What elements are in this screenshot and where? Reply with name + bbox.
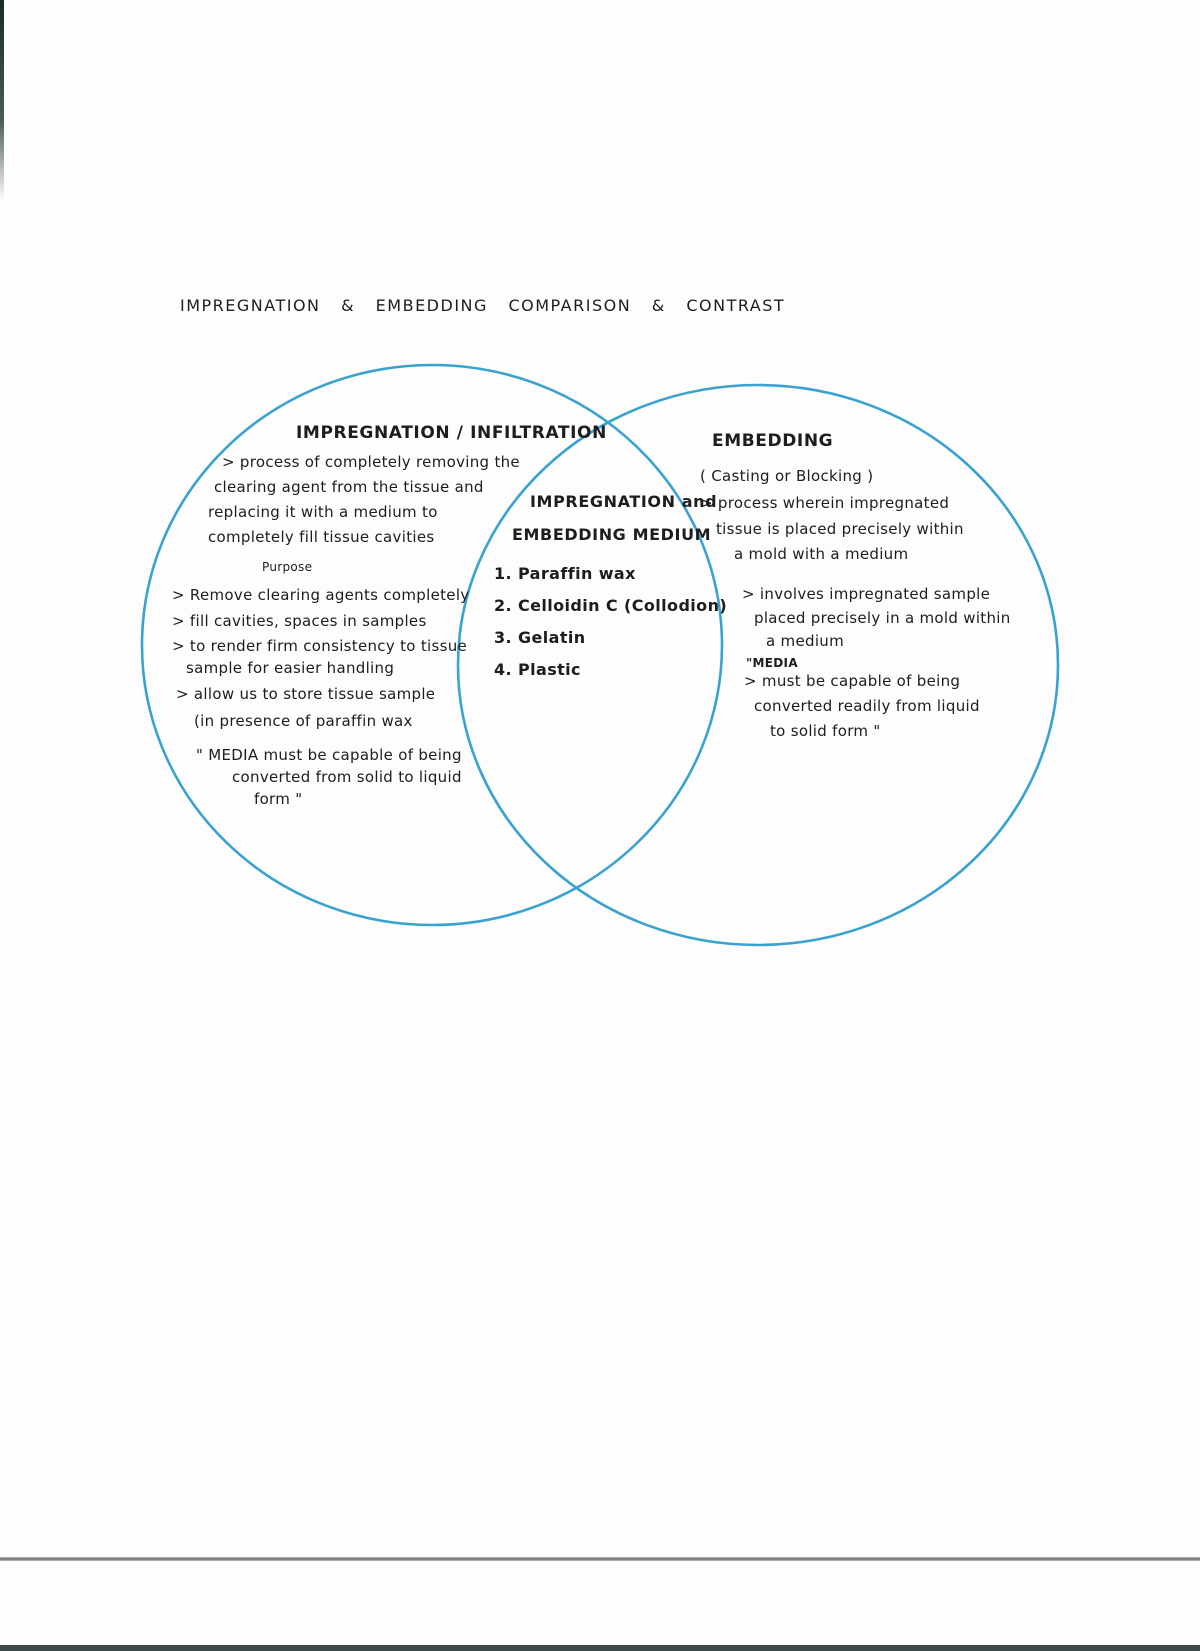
right-involves-line: placed precisely in a mold within [754, 609, 1011, 627]
left-purpose-line: sample for easier handling [186, 659, 395, 677]
right-definition-line: a mold with a medium [734, 545, 909, 563]
page-title: IMPREGNATION & EMBEDDING COMPARISON & CONTRAST [180, 296, 786, 315]
left-definition-line: replacing it with a medium to [208, 503, 438, 521]
left-media-note-line: converted from solid to liquid [232, 768, 462, 786]
scan-line-bottom [0, 1557, 1200, 1561]
left-purpose-line: > Remove clearing agents completely [172, 586, 470, 604]
overlap-heading-line1: IMPREGNATION and [530, 492, 718, 511]
left-definition-line: clearing agent from the tissue and [214, 478, 484, 496]
right-media-note-line: to solid form " [770, 722, 881, 740]
left-purpose-line: > to render firm consistency to tissue [172, 637, 468, 655]
overlap-list-item: 2. Celloidin C (Collodion) [494, 596, 728, 615]
left-purpose-line: (in presence of paraffin wax [194, 712, 413, 730]
overlap-list-item: 1. Paraffin wax [494, 564, 636, 583]
right-media-note-line: > must be capable of being [744, 672, 961, 690]
left-purpose-label: Purpose [262, 560, 313, 574]
left-purpose-line: > allow us to store tissue sample [176, 685, 436, 703]
overlap-list-item: 3. Gelatin [494, 628, 586, 647]
left-purpose-line: > fill cavities, spaces in samples [172, 612, 427, 630]
left-definition-line: completely fill tissue cavities [208, 528, 435, 546]
overlap-list-item: 4. Plastic [494, 660, 581, 679]
left-media-note-line: " MEDIA must be capable of being [196, 746, 462, 764]
right-definition-line: tissue is placed precisely within [716, 520, 964, 538]
right-involves-line: > involves impregnated sample [742, 585, 991, 603]
overlap-heading-line2: EMBEDDING MEDIUM [512, 525, 712, 544]
left-definition-line: > process of completely removing the [222, 453, 520, 471]
right-definition-line: > process wherein impregnated [700, 494, 950, 512]
scan-edge-bottom [0, 1645, 1200, 1651]
left-media-note-line: form " [254, 790, 303, 808]
left-heading: IMPREGNATION / INFILTRATION [296, 423, 607, 443]
right-media-note-line: converted readily from liquid [754, 697, 980, 715]
right-subheading: ( Casting or Blocking ) [700, 467, 874, 485]
right-heading: EMBEDDING [712, 431, 834, 451]
right-involves-line: a medium [766, 632, 845, 650]
right-media-label: "MEDIA [746, 656, 798, 670]
